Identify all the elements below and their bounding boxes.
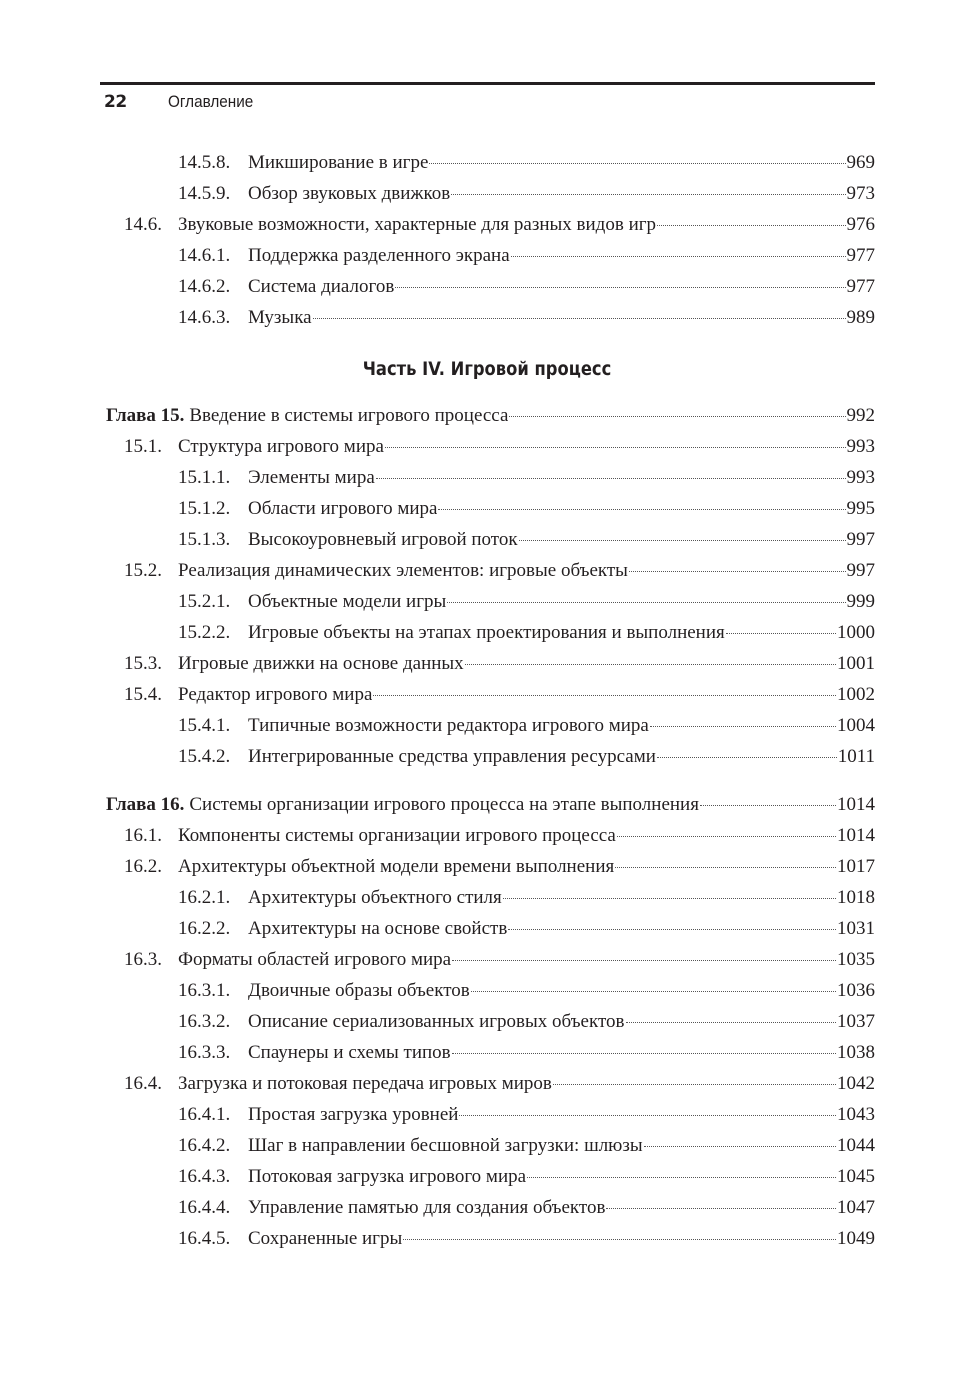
entry-number: 15.1.2. <box>178 498 231 519</box>
header-rule <box>100 82 875 85</box>
entry-title: Сохраненные игры <box>248 1228 403 1249</box>
entry-page: 1014 <box>837 825 875 846</box>
entry-page: 1049 <box>837 1228 875 1249</box>
entry-number: 15.4. <box>124 684 162 705</box>
entry-number: 14.5.9. <box>178 183 231 204</box>
entry-number: 15.4.1. <box>178 715 231 736</box>
dot-leader <box>459 1101 836 1120</box>
dot-leader <box>471 977 836 996</box>
chapter-page: 992 <box>846 405 875 426</box>
entry-title: Шаг в направлении бесшовной загрузки: шлюзы <box>248 1135 643 1156</box>
dot-leader <box>606 1194 836 1213</box>
entry-page: 1004 <box>837 715 875 736</box>
toc-chapter-16[interactable] <box>106 791 875 817</box>
chapter-title: Системы организации игрового процесса на этапе выполнения <box>189 794 699 815</box>
toc-entry[interactable] <box>178 495 875 521</box>
entry-title: Потоковая загрузка игрового мира <box>248 1166 527 1187</box>
toc-entry[interactable] <box>124 822 875 848</box>
dot-leader <box>626 1008 837 1027</box>
entry-page: 1047 <box>837 1197 875 1218</box>
dot-leader <box>629 557 846 576</box>
entry-page: 976 <box>846 214 875 235</box>
entry-number: 16.3.1. <box>178 980 231 1001</box>
chapter-title: Введение в системы игрового процесса <box>189 405 509 426</box>
toc-entry[interactable] <box>178 1039 875 1065</box>
entry-title: Объектные модели игры <box>248 591 447 612</box>
dot-leader <box>395 273 845 292</box>
entry-title: Описание сериализованных игровых объектов <box>248 1011 625 1032</box>
dot-leader <box>438 495 845 514</box>
entry-title: Архитектуры объектной модели времени выполнения <box>178 856 615 877</box>
dot-leader <box>376 464 846 483</box>
entry-title: Элементы мира <box>248 467 375 488</box>
entry-number: 16.4. <box>124 1073 162 1094</box>
toc-entry[interactable] <box>178 743 875 769</box>
entry-page: 1036 <box>837 980 875 1001</box>
dot-leader <box>511 242 846 261</box>
toc-entry[interactable] <box>124 211 875 237</box>
toc-entry[interactable] <box>178 915 875 941</box>
entry-number: 16.3.2. <box>178 1011 231 1032</box>
entry-page: 969 <box>846 152 875 173</box>
entry-page: 1045 <box>837 1166 875 1187</box>
running-title: Оглавление <box>168 92 254 111</box>
entry-page: 1038 <box>837 1042 875 1063</box>
dot-leader <box>726 619 836 638</box>
entry-title: Поддержка разделенного экрана <box>248 245 510 266</box>
toc-entry[interactable] <box>178 149 875 175</box>
dot-leader <box>657 743 837 762</box>
entry-title: Интегрированные средства управления ресурсами <box>248 746 656 767</box>
toc-entry[interactable] <box>124 650 875 676</box>
entry-page: 1037 <box>837 1011 875 1032</box>
dot-leader <box>508 915 836 934</box>
toc-entry[interactable] <box>124 557 875 583</box>
entry-title: Форматы областей игрового мира <box>178 949 452 970</box>
entry-page: 973 <box>846 183 875 204</box>
dot-leader <box>527 1163 836 1182</box>
entry-title: Компоненты системы организации игрового процесса <box>178 825 616 846</box>
entry-page: 997 <box>846 560 875 581</box>
entry-page: 1011 <box>837 746 875 767</box>
entry-title: Обзор звуковых движков <box>248 183 451 204</box>
entry-title: Архитектуры объектного стиля <box>248 887 502 908</box>
running-header <box>104 89 263 115</box>
entry-page: 989 <box>846 307 875 328</box>
entry-title: Области игрового мира <box>248 498 438 519</box>
dot-leader <box>313 304 846 323</box>
entry-number: 16.4.3. <box>178 1166 231 1187</box>
entry-number: 15.3. <box>124 653 162 674</box>
dot-leader <box>373 681 836 700</box>
entry-number: 15.1. <box>124 436 162 457</box>
toc-entry[interactable] <box>178 619 875 645</box>
entry-page: 1042 <box>837 1073 875 1094</box>
entry-title: Игровые объекты на этапах проектирования и выполнения <box>248 622 725 643</box>
entry-title: Реализация динамических элементов: игровые объекты <box>178 560 628 581</box>
dot-leader <box>650 712 836 731</box>
entry-number: 16.1. <box>124 825 162 846</box>
entry-number: 15.4.2. <box>178 746 231 767</box>
dot-leader <box>644 1132 836 1151</box>
entry-title: Система диалогов <box>248 276 395 297</box>
entry-number: 16.4.5. <box>178 1228 231 1249</box>
entry-title: Простая загрузка уровней <box>248 1104 459 1125</box>
toc-entry[interactable] <box>124 946 875 972</box>
entry-number: 14.6.3. <box>178 307 231 328</box>
toc-entry[interactable] <box>124 681 875 707</box>
entry-title: Управление памятью для создания объектов <box>248 1197 606 1218</box>
toc-entry[interactable] <box>178 242 875 268</box>
toc-entry[interactable] <box>178 526 875 552</box>
entry-title: Редактор игрового мира <box>178 684 373 705</box>
entry-page: 1044 <box>837 1135 875 1156</box>
entry-title: Высокоуровневый игровой поток <box>248 529 518 550</box>
dot-leader <box>452 1039 836 1058</box>
toc-entry[interactable] <box>178 273 875 299</box>
toc-entry[interactable] <box>178 712 875 738</box>
toc-chapter-15[interactable] <box>106 402 875 428</box>
dot-leader <box>452 946 836 965</box>
dot-leader <box>451 180 845 199</box>
entry-page: 977 <box>846 276 875 297</box>
entry-number: 14.6.1. <box>178 245 231 266</box>
dot-leader <box>403 1225 836 1244</box>
toc-entry[interactable] <box>178 1101 875 1127</box>
entry-page: 1043 <box>837 1104 875 1125</box>
toc-entry[interactable] <box>124 433 875 459</box>
toc-entry[interactable] <box>178 588 875 614</box>
entry-title: Двоичные образы объектов <box>248 980 470 1001</box>
entry-number: 16.3. <box>124 949 162 970</box>
entry-page: 1031 <box>837 918 875 939</box>
entry-page: 977 <box>846 245 875 266</box>
entry-title: Структура игрового мира <box>178 436 384 457</box>
toc-entry[interactable] <box>178 977 875 1003</box>
chapter-page: 1014 <box>837 794 875 815</box>
chapter-label: Глава 16. <box>106 794 185 815</box>
dot-leader <box>617 822 836 841</box>
entry-title: Игровые движки на основе данных <box>178 653 464 674</box>
toc-entry[interactable] <box>178 884 875 910</box>
entry-number: 16.2.1. <box>178 887 231 908</box>
toc-entry[interactable] <box>178 1225 875 1251</box>
chapter-label: Глава 15. <box>106 405 185 426</box>
entry-title: Архитектуры на основе свойств <box>248 918 508 939</box>
dot-leader <box>700 791 836 810</box>
entry-number: 15.1.1. <box>178 467 231 488</box>
toc-entry[interactable] <box>124 1070 875 1096</box>
dot-leader <box>385 433 846 452</box>
entry-number: 16.4.4. <box>178 1197 231 1218</box>
toc-entry[interactable] <box>178 304 875 330</box>
dot-leader <box>465 650 836 669</box>
page-number: 22 <box>104 92 127 112</box>
entry-number: 16.2. <box>124 856 162 877</box>
toc-entry[interactable] <box>178 1132 875 1158</box>
entry-title: Музыка <box>248 307 312 328</box>
entry-page: 993 <box>846 467 875 488</box>
entry-number: 15.1.3. <box>178 529 231 550</box>
entry-title: Микширование в игре <box>248 152 429 173</box>
entry-page: 997 <box>846 529 875 550</box>
dot-leader <box>429 149 845 168</box>
entry-number: 16.2.2. <box>178 918 231 939</box>
entry-page: 999 <box>846 591 875 612</box>
entry-number: 16.4.2. <box>178 1135 231 1156</box>
entry-title: Спаунеры и схемы типов <box>248 1042 451 1063</box>
entry-number: 14.6. <box>124 214 162 235</box>
entry-page: 993 <box>846 436 875 457</box>
dot-leader <box>503 884 836 903</box>
entry-page: 1001 <box>837 653 875 674</box>
entry-page: 1017 <box>837 856 875 877</box>
entry-number: 14.6.2. <box>178 276 231 297</box>
entry-page: 1000 <box>837 622 875 643</box>
entry-number: 16.4.1. <box>178 1104 231 1125</box>
toc-entry[interactable] <box>178 1163 875 1189</box>
dot-leader <box>509 402 845 421</box>
entry-number: 15.2. <box>124 560 162 581</box>
toc-entry[interactable] <box>178 1008 875 1034</box>
toc-entry[interactable] <box>124 853 875 879</box>
entry-page: 995 <box>846 498 875 519</box>
entry-page: 1018 <box>837 887 875 908</box>
dot-leader <box>447 588 845 607</box>
entry-number: 15.2.1. <box>178 591 231 612</box>
entry-number: 14.5.8. <box>178 152 231 173</box>
entry-title: Звуковые возможности, характерные для разных видов игр <box>178 214 657 235</box>
dot-leader <box>553 1070 836 1089</box>
dot-leader <box>519 526 846 545</box>
entry-title: Загрузка и потоковая передача игровых миров <box>178 1073 552 1094</box>
toc-entry[interactable] <box>178 180 875 206</box>
toc-entry[interactable] <box>178 1194 875 1220</box>
toc-entry[interactable] <box>178 464 875 490</box>
dot-leader <box>657 211 845 230</box>
entry-number: 15.2.2. <box>178 622 231 643</box>
entry-page: 1002 <box>837 684 875 705</box>
entry-number: 16.3.3. <box>178 1042 231 1063</box>
entry-page: 1035 <box>837 949 875 970</box>
dot-leader <box>615 853 836 872</box>
entry-title: Типичные возможности редактора игрового мира <box>248 715 649 736</box>
part-heading: Часть IV. Игровой процесс <box>362 358 612 380</box>
